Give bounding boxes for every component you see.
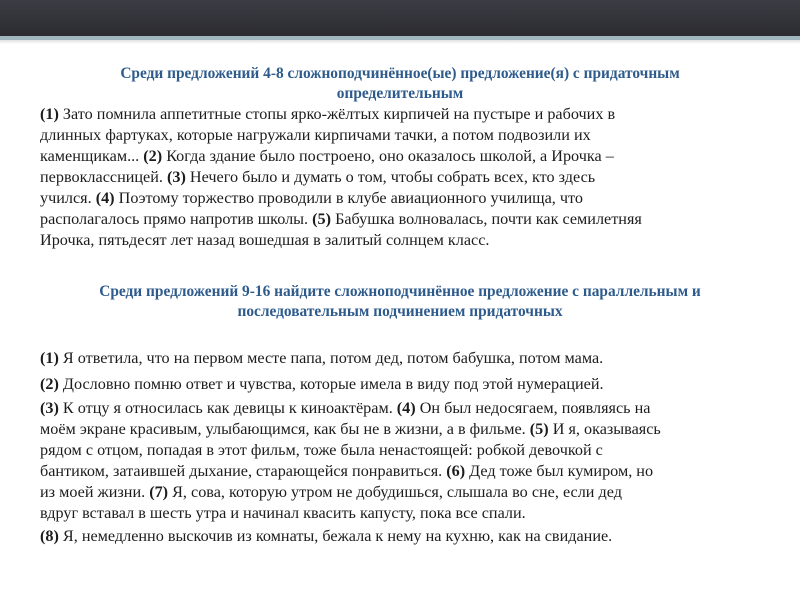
sentence-text: Когда здание было построено, оно оказалось школой, а Ирочка – xyxy=(162,147,614,165)
sentence-1 xyxy=(40,348,780,369)
sentence-text: моём экране красивым, улыбающимся, как бы не в жизни, а в фильме. xyxy=(40,420,530,438)
sentence-text: Я, сова, которую утром не добудишься, слышала во сне, если дед xyxy=(168,483,622,501)
sentence-number: (2) xyxy=(40,375,59,393)
sentence-number: (3) xyxy=(40,399,59,417)
task1-heading xyxy=(30,64,770,104)
sentence-text: Бабушка волновалась, почти как семилетняя xyxy=(331,210,642,228)
sentence-8 xyxy=(40,526,780,547)
sentence-text: Он был недосягаем, появляясь на xyxy=(415,399,651,417)
task2-heading-line2: последовательным подчинением придаточных xyxy=(237,303,563,320)
task2-line xyxy=(40,398,794,419)
sentence-number: (1) xyxy=(40,105,59,123)
sentence-text: Зато помнила аппетитные стопы ярко-жёлтых кирпичей на пустыре и рабочих в xyxy=(58,105,616,123)
sentence-number: (4) xyxy=(95,189,115,207)
sentence-text: К отцу я относилась как девицы к киноактёрам. xyxy=(58,399,397,417)
task1-heading-line1: Среди предложений 4-8 сложноподчинённое(ые) предложение(я) с придаточным xyxy=(120,65,680,82)
sentence-text: Поэтому торжество проводили в клубе авиационного училища, что xyxy=(114,189,583,207)
task1-line xyxy=(40,146,776,167)
task1-line xyxy=(40,167,776,188)
sentence-number: (7) xyxy=(149,483,169,501)
sentence-number: (2) xyxy=(143,147,163,165)
sentence-text: Я, немедленно выскочив из комнаты, бежала к нему на кухню, как на свидание. xyxy=(58,527,613,545)
sentence-text: первоклассницей. xyxy=(40,168,167,186)
sentence-text: каменщикам... xyxy=(40,147,144,165)
sentence-2 xyxy=(40,374,780,395)
sentence-text: учился. xyxy=(40,189,96,207)
task2-heading xyxy=(15,282,785,322)
task2-line xyxy=(40,419,794,440)
sentence-text: вдруг вставал в шесть утра и начинал квасить капусту, пока все спали. xyxy=(40,504,526,522)
task1-text xyxy=(40,104,776,251)
task1-line xyxy=(40,104,776,125)
sentence-number: (4) xyxy=(396,399,416,417)
sentence-text: Дословно помню ответ и чувства, которые имела в виду под этой нумерацией. xyxy=(58,375,604,393)
sentence-text: Ирочка, пятьдесят лет назад вошедшая в залитый солнцем класс. xyxy=(40,231,490,249)
sentence-number: (3) xyxy=(167,168,186,186)
sentence-text: из моей жизни. xyxy=(40,483,150,501)
task1-heading-line2: определительным xyxy=(336,85,464,102)
sentence-text: Дед тоже был кумиром, но xyxy=(465,462,654,480)
sentences-3-7 xyxy=(40,398,794,524)
task1-line xyxy=(40,188,776,209)
sentence-number: (6) xyxy=(446,462,466,480)
title-bar xyxy=(0,0,800,36)
sentence-text: бантиком, затаившей дыхание, старающейся понравиться. xyxy=(40,462,447,480)
sentence-text: длинных фартуках, которые нагружали кирпичами тачки, а потом подвозили их xyxy=(40,126,591,144)
sentence-text: Я ответила, что на первом месте папа, потом дед, потом бабушка, потом мама. xyxy=(58,349,604,367)
title-bar-shadow xyxy=(0,40,800,44)
task2-line xyxy=(40,503,794,524)
sentence-text: рядом с отцом, попадая в этот фильм, тоже была ненастоящей: робкой девочкой с xyxy=(40,441,603,459)
task2-line xyxy=(40,482,794,503)
task1-line xyxy=(40,209,776,230)
task2-heading-line1: Среди предложений 9-16 найдите сложноподчинённое предложение с параллельным и xyxy=(99,283,701,300)
sentence-number: (8) xyxy=(40,527,59,545)
task2-line xyxy=(40,440,794,461)
sentence-number: (5) xyxy=(529,420,549,438)
task1-line xyxy=(40,125,776,146)
sentence-number: (1) xyxy=(40,349,59,367)
sentence-text: И я, оказываясь xyxy=(548,420,661,438)
task1-line xyxy=(40,230,776,251)
sentence-text: Нечего было и думать о том, чтобы собрать всех, кто здесь xyxy=(185,168,596,186)
task2-line xyxy=(40,461,794,482)
sentence-text: располагалось прямо напротив школы. xyxy=(40,210,313,228)
sentence-number: (5) xyxy=(312,210,332,228)
